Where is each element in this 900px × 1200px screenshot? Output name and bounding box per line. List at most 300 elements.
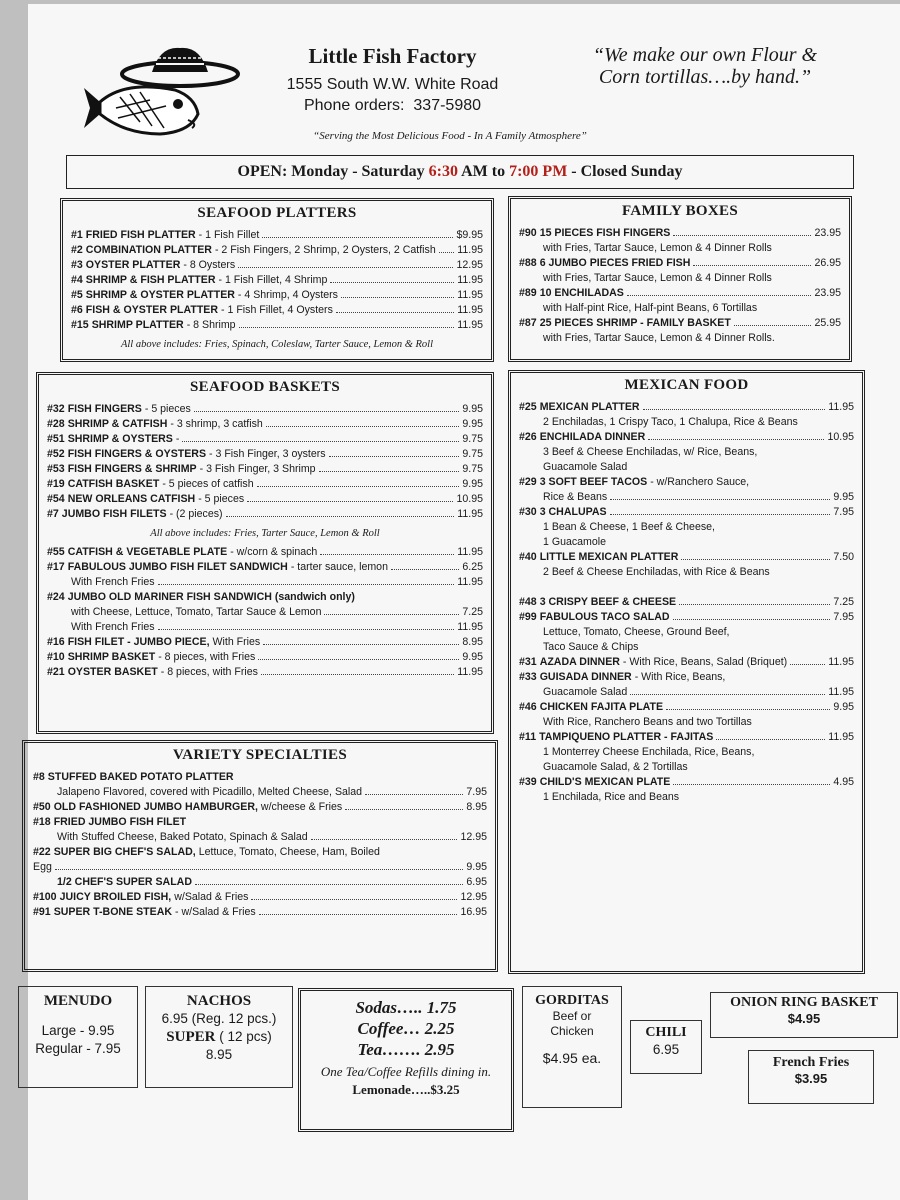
menu-item bbox=[71, 228, 483, 243]
item-detail: 1 Guacamole bbox=[543, 536, 607, 548]
item-detail: with Cheese, Lettuce, Tomato, Tartar Sauce & Lemon bbox=[71, 606, 322, 618]
menudo-box bbox=[18, 986, 138, 1088]
leader-dots bbox=[329, 456, 460, 457]
gorditas-title: GORDITAS bbox=[535, 993, 609, 1008]
leader-dots bbox=[319, 471, 460, 472]
leader-dots bbox=[673, 235, 811, 236]
gorditas-price: $4.95 ea. bbox=[542, 1050, 602, 1066]
hours-suffix: - Closed Sunday bbox=[567, 163, 683, 180]
item-description: With Fries bbox=[212, 636, 261, 648]
family-boxes-section bbox=[508, 196, 852, 362]
item-price: 11.95 bbox=[457, 576, 483, 588]
menu-item bbox=[47, 432, 483, 447]
hours-close: 7:00 PM bbox=[509, 163, 568, 180]
item-price: 11.95 bbox=[457, 546, 483, 558]
item-description: - 5 pieces bbox=[198, 493, 245, 505]
item-description: - 8 pieces, with Fries bbox=[158, 651, 256, 663]
nachos-super-qty: ( 12 pcs) bbox=[215, 1029, 272, 1044]
item-price: 12.95 bbox=[460, 891, 487, 903]
item-description: w/Salad & Fries bbox=[174, 891, 249, 903]
leader-dots bbox=[324, 614, 459, 615]
menu-item bbox=[33, 905, 487, 920]
menu-item bbox=[71, 273, 483, 288]
leader-dots bbox=[262, 237, 453, 238]
item-price: 11.95 bbox=[828, 656, 854, 668]
item-name: FISH & OYSTER PLATTER bbox=[85, 304, 219, 316]
menu-item bbox=[519, 775, 854, 790]
item-detail: 1 Monterrey Cheese Enchilada, Rice, Beans, bbox=[543, 746, 755, 758]
section-title: SEAFOOD PLATTERS bbox=[197, 205, 357, 221]
item-name: SHRIMP & OYSTER PLATTER bbox=[85, 289, 235, 301]
item-name: JUMBO FISH FILETS bbox=[61, 508, 167, 520]
item-name: SHRIMP & CATFISH bbox=[67, 418, 168, 430]
item-detail-line bbox=[33, 830, 487, 845]
item-price: 11.95 bbox=[828, 731, 854, 743]
menu-item bbox=[47, 477, 483, 492]
tagline: “Serving the Most Delicious Food - In A Family Atmosphere” bbox=[313, 130, 587, 142]
item-number: #2 bbox=[71, 244, 83, 256]
item-name: FABULOUS JUMBO FISH FILET SANDWICH bbox=[67, 561, 288, 573]
leader-dots bbox=[610, 499, 830, 500]
leader-dots bbox=[648, 439, 824, 440]
item-number: #26 bbox=[519, 431, 537, 443]
leader-dots bbox=[263, 644, 459, 645]
item-description: Lettuce, Tomato, Cheese, Ham, Boiled bbox=[198, 846, 380, 858]
refill-note: One Tea/Coffee Refills dining in. bbox=[320, 1064, 492, 1079]
onion-ring-box bbox=[710, 992, 898, 1038]
menu-item bbox=[71, 318, 483, 333]
item-name: COMBINATION PLATTER bbox=[85, 244, 212, 256]
menu-item bbox=[71, 258, 483, 273]
item-detail: Rice & Beans bbox=[543, 491, 608, 503]
menu-item bbox=[47, 462, 483, 477]
leader-dots bbox=[439, 252, 455, 253]
item-detail: 2 Beef & Cheese Enchiladas, with Rice & Beans bbox=[543, 566, 770, 578]
leader-dots bbox=[679, 604, 830, 605]
menu-item bbox=[519, 670, 854, 685]
hours-open: 6:30 bbox=[428, 163, 458, 180]
leader-dots bbox=[266, 426, 460, 427]
item-name: GUISADA DINNER bbox=[539, 671, 632, 683]
item-name: FABULOUS TACO SALAD bbox=[539, 611, 670, 623]
item-price: 9.95 bbox=[462, 418, 483, 430]
menu-item bbox=[33, 845, 487, 860]
item-price: 11.95 bbox=[828, 401, 854, 413]
business-address: 1555 South W.W. White Road bbox=[286, 76, 499, 93]
leader-dots bbox=[630, 694, 825, 695]
leader-dots bbox=[627, 295, 812, 296]
item-number: #46 bbox=[519, 701, 537, 713]
chili-box bbox=[630, 1020, 702, 1074]
item-detail: 3 Beef & Cheese Enchiladas, w/ Rice, Beans, bbox=[543, 446, 758, 458]
item-detail-line bbox=[33, 875, 487, 890]
coffee-price: Coffee… 2.25 bbox=[357, 1019, 455, 1038]
sombrero-fish-icon bbox=[80, 42, 240, 142]
menu-item bbox=[519, 655, 854, 670]
item-detail: Egg bbox=[33, 861, 52, 873]
item-detail: With French Fries bbox=[71, 621, 155, 633]
item-number: #90 bbox=[519, 227, 537, 239]
menu-item bbox=[519, 730, 854, 745]
item-description: - (2 pieces) bbox=[169, 508, 223, 520]
item-name: SHRIMP PLATTER bbox=[91, 319, 184, 331]
item-number: #40 bbox=[519, 551, 537, 563]
leader-dots bbox=[194, 411, 460, 412]
item-name: 3 CRISPY BEEF & CHEESE bbox=[539, 596, 677, 608]
menu-item bbox=[33, 815, 487, 830]
menu-item bbox=[519, 226, 841, 241]
item-number: #6 bbox=[71, 304, 83, 316]
item-description: - 3 shrimp, 3 catfish bbox=[170, 418, 263, 430]
item-number: #99 bbox=[519, 611, 537, 623]
item-detail: with Half-pint Rice, Half-pint Beans, 6 Tortillas bbox=[543, 302, 758, 314]
item-detail: with Fries, Tartar Sauce, Lemon & 4 Dinner Rolls bbox=[543, 242, 772, 254]
item-detail: Taco Sauce & Chips bbox=[543, 641, 639, 653]
item-price: 23.95 bbox=[814, 227, 841, 239]
menu-item bbox=[33, 800, 487, 815]
item-number: #4 bbox=[71, 274, 83, 286]
item-detail-line bbox=[47, 620, 483, 635]
section-title: VARIETY SPECIALTIES bbox=[173, 747, 347, 763]
item-price: 8.95 bbox=[462, 636, 483, 648]
item-price: 25.95 bbox=[814, 317, 841, 329]
item-name: 3 CHALUPAS bbox=[539, 506, 607, 518]
leader-dots bbox=[693, 265, 811, 266]
item-price: 11.95 bbox=[457, 319, 483, 331]
item-number: #54 bbox=[47, 493, 65, 505]
item-price: 4.95 bbox=[833, 776, 854, 788]
item-description: - w/Ranchero Sauce, bbox=[650, 476, 750, 488]
item-name: 3 SOFT BEEF TACOS bbox=[539, 476, 648, 488]
phone-number: 337-5980 bbox=[413, 97, 482, 114]
item-price: 9.95 bbox=[833, 701, 854, 713]
section-note: All above includes: Fries, Tarter Sauce, Lemon & Roll bbox=[150, 528, 380, 539]
item-name: FISH FINGERS bbox=[67, 403, 142, 415]
item-detail: Guacamole Salad bbox=[543, 686, 628, 698]
item-name: FISH FILET - JUMBO PIECE, bbox=[67, 636, 210, 648]
item-number: #3 bbox=[71, 259, 83, 271]
item-price: 11.95 bbox=[457, 621, 483, 633]
item-detail: 1 Bean & Cheese, 1 Beef & Cheese, bbox=[543, 521, 715, 533]
item-name: SHRIMP BASKET bbox=[67, 651, 156, 663]
item-detail: Guacamole Salad, & 2 Tortillas bbox=[543, 761, 688, 773]
item-description: - 5 pieces of catfish bbox=[162, 478, 254, 490]
nachos-regular: 6.95 (Reg. 12 pcs.) bbox=[161, 1011, 277, 1026]
item-detail: with Fries, Tartar Sauce, Lemon & 4 Dinner Rolls bbox=[543, 272, 772, 284]
leader-dots bbox=[365, 794, 463, 795]
item-number: #24 bbox=[47, 591, 65, 603]
menu-item bbox=[519, 430, 854, 445]
leader-dots bbox=[681, 559, 830, 560]
item-price: 11.95 bbox=[457, 244, 483, 256]
mexican-food-section bbox=[508, 370, 865, 974]
item-price: 16.95 bbox=[460, 906, 487, 918]
item-description: - bbox=[175, 433, 180, 445]
leader-dots bbox=[391, 569, 459, 570]
item-number: #55 bbox=[47, 546, 65, 558]
item-price: 11.95 bbox=[457, 508, 483, 520]
menu-item bbox=[519, 475, 854, 490]
leader-dots bbox=[610, 514, 831, 515]
sodas-price: Sodas….. 1.75 bbox=[355, 998, 457, 1017]
menu-item bbox=[47, 507, 483, 522]
menu-item bbox=[519, 256, 841, 271]
lemonade-price: Lemonade…..$3.25 bbox=[352, 1082, 460, 1097]
menudo-large: Large - 9.95 bbox=[41, 1023, 115, 1038]
item-name: FRIED JUMBO FISH FILET bbox=[53, 816, 187, 828]
leader-dots bbox=[311, 839, 458, 840]
item-price: 7.95 bbox=[833, 611, 854, 623]
menu-item bbox=[47, 635, 483, 650]
item-price: 12.95 bbox=[456, 259, 483, 271]
menudo-regular: Regular - 7.95 bbox=[35, 1041, 121, 1056]
leader-dots bbox=[238, 267, 453, 268]
item-price: 26.95 bbox=[814, 257, 841, 269]
item-price: 11.95 bbox=[457, 666, 483, 678]
item-detail: Guacamole Salad bbox=[543, 461, 628, 473]
item-name: SHRIMP & OYSTERS bbox=[67, 433, 173, 445]
item-price: 6.95 bbox=[466, 876, 487, 888]
item-description: - 8 Shrimp bbox=[186, 319, 236, 331]
menu-item bbox=[519, 610, 854, 625]
menu-item bbox=[47, 417, 483, 432]
hours-banner bbox=[66, 155, 854, 189]
item-detail: 2 Enchiladas, 1 Crispy Taco, 1 Chalupa, Rice & Beans bbox=[543, 416, 798, 428]
item-price: 7.25 bbox=[462, 606, 483, 618]
item-name: LITTLE MEXICAN PLATTER bbox=[539, 551, 679, 563]
leader-dots bbox=[790, 664, 825, 665]
item-detail: With Stuffed Cheese, Baked Potato, Spinach & Salad bbox=[57, 831, 308, 843]
nachos-super-price: 8.95 bbox=[205, 1047, 233, 1062]
item-description: - 8 Oysters bbox=[183, 259, 236, 271]
item-description: - 4 Shrimp, 4 Oysters bbox=[237, 289, 338, 301]
item-description: - w/Salad & Fries bbox=[175, 906, 256, 918]
item-name: JUICY BROILED FISH, bbox=[59, 891, 172, 903]
leader-dots bbox=[673, 784, 830, 785]
onion-ring-price: $4.95 bbox=[787, 1011, 821, 1026]
item-number: #88 bbox=[519, 257, 537, 269]
item-name: NEW ORLEANS CATFISH bbox=[67, 493, 196, 505]
item-detail: 1/2 CHEF'S SUPER SALAD bbox=[57, 876, 192, 888]
item-detail-line bbox=[33, 860, 487, 875]
item-price: 6.25 bbox=[462, 561, 483, 573]
item-description: - 5 pieces bbox=[144, 403, 191, 415]
menu-item bbox=[33, 770, 487, 785]
chili-title: CHILI bbox=[645, 1025, 687, 1040]
item-number: #48 bbox=[519, 596, 537, 608]
item-name: OLD FASHIONED JUMBO HAMBURGER, bbox=[53, 801, 258, 813]
item-price: 8.95 bbox=[466, 801, 487, 813]
item-name: JUMBO OLD MARINER FISH SANDWICH (sandwich only) bbox=[67, 591, 355, 603]
leader-dots bbox=[195, 884, 463, 885]
leader-dots bbox=[341, 297, 454, 298]
section-title: MEXICAN FOOD bbox=[624, 377, 749, 393]
item-number: #53 bbox=[47, 463, 65, 475]
item-number: #32 bbox=[47, 403, 65, 415]
item-detail: Jalapeno Flavored, covered with Picadillo, Melted Cheese, Salad bbox=[57, 786, 363, 798]
nachos-box bbox=[145, 986, 293, 1088]
item-name: AZADA DINNER bbox=[539, 656, 620, 668]
item-description: - 1 Fish Fillet, 4 Oysters bbox=[221, 304, 333, 316]
item-name: SHRIMP & FISH PLATTER bbox=[85, 274, 216, 286]
item-number: #39 bbox=[519, 776, 537, 788]
item-number: #30 bbox=[519, 506, 537, 518]
menu-item bbox=[519, 286, 841, 301]
menu-item bbox=[519, 316, 841, 331]
leader-dots bbox=[259, 914, 458, 915]
item-name: 6 JUMBO PIECES FRIED FISH bbox=[539, 257, 691, 269]
leader-dots bbox=[158, 629, 455, 630]
item-number: #8 bbox=[33, 771, 45, 783]
item-number: #89 bbox=[519, 287, 537, 299]
french-fries-title: French Fries bbox=[772, 1055, 850, 1070]
menu-item bbox=[519, 700, 854, 715]
item-price: 11.95 bbox=[457, 274, 483, 286]
menu-item bbox=[33, 890, 487, 905]
item-price: 12.95 bbox=[460, 831, 487, 843]
slogan: “We make our own Flour & Corn tortillas….by hand.” bbox=[592, 44, 818, 88]
menu-item bbox=[519, 595, 854, 610]
leader-dots bbox=[666, 709, 830, 710]
item-name: CATFISH & VEGETABLE PLATE bbox=[67, 546, 228, 558]
item-number: #91 bbox=[33, 906, 51, 918]
item-detail: With Rice, Ranchero Beans and two Tortillas bbox=[543, 716, 752, 728]
item-price: $9.95 bbox=[456, 229, 483, 241]
menu-item bbox=[47, 447, 483, 462]
item-detail-line bbox=[33, 785, 487, 800]
item-detail: 1 Enchilada, Rice and Beans bbox=[543, 791, 680, 803]
item-description: - w/corn & spinach bbox=[230, 546, 318, 558]
leader-dots bbox=[239, 327, 455, 328]
item-price: 9.75 bbox=[462, 463, 483, 475]
item-price: 9.75 bbox=[462, 433, 483, 445]
item-description: - 8 pieces, with Fries bbox=[160, 666, 258, 678]
item-name: SUPER BIG CHEF'S SALAD, bbox=[53, 846, 196, 858]
menu-item bbox=[71, 288, 483, 303]
item-price: 9.75 bbox=[462, 448, 483, 460]
leader-dots bbox=[673, 619, 831, 620]
menu-item bbox=[71, 243, 483, 258]
leader-dots bbox=[330, 282, 454, 283]
item-name: 15 PIECES FISH FINGERS bbox=[539, 227, 671, 239]
item-number: #15 bbox=[71, 319, 89, 331]
item-detail-line bbox=[47, 575, 483, 590]
item-detail-line bbox=[519, 490, 854, 505]
leader-dots bbox=[257, 486, 460, 487]
business-phone bbox=[240, 97, 545, 115]
item-number: #25 bbox=[519, 401, 537, 413]
item-name: 10 ENCHILADAS bbox=[539, 287, 624, 299]
item-description: - With Rice, Beans, Salad (Briquet) bbox=[622, 656, 788, 668]
item-name: CHICKEN FAJITA PLATE bbox=[539, 701, 664, 713]
leader-dots bbox=[643, 409, 826, 410]
item-name: ENCHILADA DINNER bbox=[539, 431, 646, 443]
menu-item bbox=[47, 590, 483, 605]
item-description: - tarter sauce, lemon bbox=[290, 561, 388, 573]
gorditas-line2: Chicken bbox=[550, 1024, 594, 1038]
nachos-super bbox=[146, 1028, 292, 1046]
item-description: w/cheese & Fries bbox=[260, 801, 343, 813]
item-description: - 1 Fish Fillet, 4 Shrimp bbox=[218, 274, 328, 286]
item-name: CATFISH BASKET bbox=[67, 478, 160, 490]
menu-item bbox=[519, 505, 854, 520]
item-price: 7.95 bbox=[833, 506, 854, 518]
item-detail: With French Fries bbox=[71, 576, 155, 588]
leader-dots bbox=[261, 674, 454, 675]
menu-item bbox=[47, 545, 483, 560]
item-description: - 3 Fish Finger, 3 oysters bbox=[209, 448, 326, 460]
item-number: #22 bbox=[33, 846, 51, 858]
item-number: #51 bbox=[47, 433, 65, 445]
item-number: #87 bbox=[519, 317, 537, 329]
item-number: #18 bbox=[33, 816, 51, 828]
leader-dots bbox=[320, 554, 454, 555]
item-price: 9.95 bbox=[833, 491, 854, 503]
item-name: OYSTER BASKET bbox=[67, 666, 158, 678]
item-price: 11.95 bbox=[457, 289, 483, 301]
variety-specialties-section bbox=[22, 740, 498, 972]
item-name: FISH FINGERS & OYSTERS bbox=[67, 448, 207, 460]
french-fries-price: $3.95 bbox=[794, 1071, 828, 1086]
item-name: TAMPIQUENO PLATTER - FAJITAS bbox=[539, 731, 714, 743]
item-number: #21 bbox=[47, 666, 65, 678]
item-price: 11.95 bbox=[457, 304, 483, 316]
item-number: #7 bbox=[47, 508, 59, 520]
item-number: #100 bbox=[33, 891, 57, 903]
item-price: 9.95 bbox=[462, 403, 483, 415]
item-name: FRIED FISH PLATTER bbox=[85, 229, 196, 241]
menu-item bbox=[519, 550, 854, 565]
leader-dots bbox=[182, 441, 459, 442]
item-description: - 2 Fish Fingers, 2 Shrimp, 2 Oysters, 2 Catfish bbox=[214, 244, 436, 256]
item-name: OYSTER PLATTER bbox=[85, 259, 181, 271]
item-price: 9.95 bbox=[462, 651, 483, 663]
menu-item bbox=[71, 303, 483, 318]
item-description: - With Rice, Beans, bbox=[634, 671, 726, 683]
item-name: SUPER T-BONE STEAK bbox=[53, 906, 172, 918]
nachos-super-label: SUPER bbox=[166, 1029, 216, 1045]
item-name: FISH FINGERS & SHRIMP bbox=[67, 463, 197, 475]
seafood-baskets-section bbox=[36, 372, 494, 734]
section-title: FAMILY BOXES bbox=[622, 203, 738, 219]
gorditas-line1: Beef or bbox=[552, 1009, 592, 1023]
seafood-platters-section bbox=[60, 198, 494, 362]
leader-dots bbox=[158, 584, 455, 585]
item-detail: with Fries, Tartar Sauce, Lemon & 4 Dinner Rolls. bbox=[543, 332, 775, 344]
menu-item bbox=[47, 492, 483, 507]
item-name: CHILD'S MEXICAN PLATE bbox=[539, 776, 671, 788]
item-price: 11.95 bbox=[828, 686, 854, 698]
leader-dots bbox=[226, 516, 455, 517]
item-number: #31 bbox=[519, 656, 537, 668]
item-price: 23.95 bbox=[814, 287, 841, 299]
item-price: 10.95 bbox=[456, 493, 483, 505]
item-number: #28 bbox=[47, 418, 65, 430]
tea-price: Tea……. 2.95 bbox=[357, 1040, 455, 1059]
leader-dots bbox=[716, 739, 825, 740]
section-title: SEAFOOD BASKETS bbox=[190, 379, 340, 395]
gorditas-box bbox=[522, 986, 622, 1108]
item-number: #52 bbox=[47, 448, 65, 460]
leader-dots bbox=[55, 869, 464, 870]
phone-label: Phone orders: bbox=[303, 97, 405, 114]
french-fries-box bbox=[748, 1050, 874, 1104]
item-number: #1 bbox=[71, 229, 83, 241]
item-price: 9.95 bbox=[462, 478, 483, 490]
item-number: #10 bbox=[47, 651, 65, 663]
item-number: #5 bbox=[71, 289, 83, 301]
item-number: #29 bbox=[519, 476, 537, 488]
